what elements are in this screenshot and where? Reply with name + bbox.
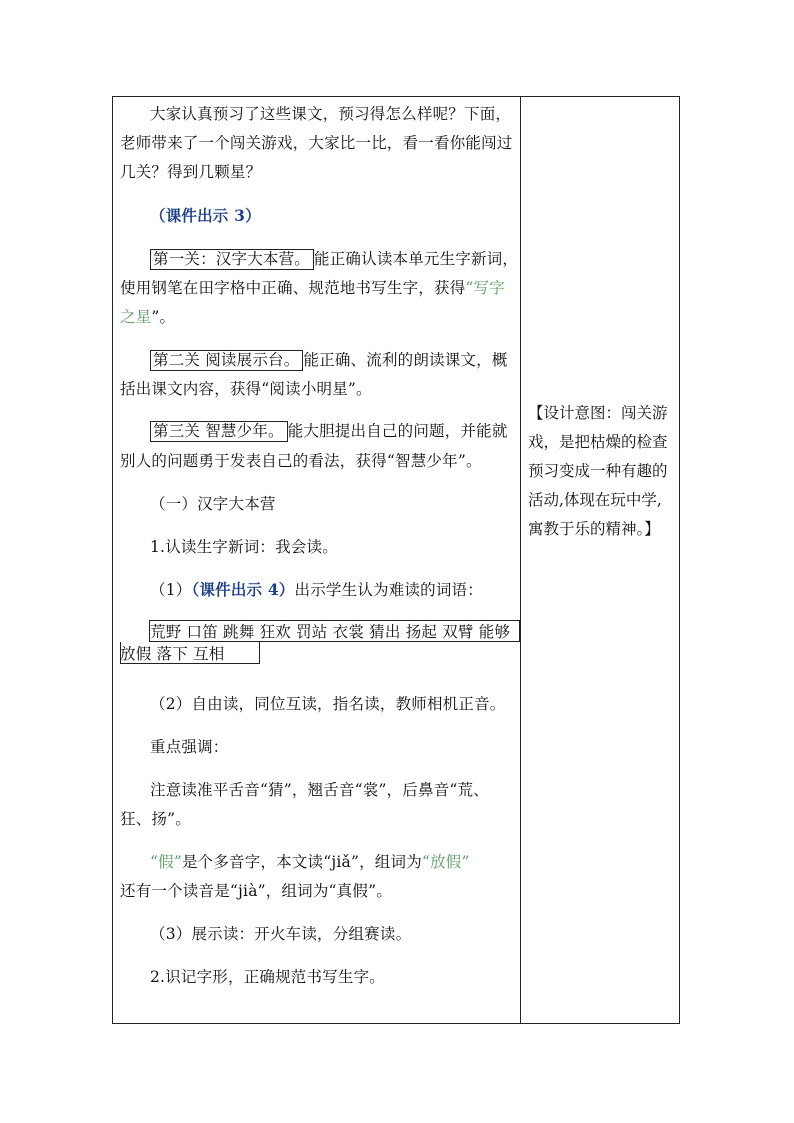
level1-line-1	[120, 249, 518, 269]
intro-line-3: 几关？得到几颗星？	[120, 163, 262, 181]
level2-line-2: 括出课文内容，获得“阅读小明星”。	[120, 380, 372, 398]
level3-line-2: 别人的问题勇于发表自己的看法，获得“智慧少年”。	[120, 452, 482, 470]
vocab-line-1: 荒野 口笛 跳舞 狂欢 罚站 衣裳 猜出 扬起 双臂 能够	[150, 623, 511, 641]
level3-line-1	[120, 421, 508, 441]
level1-text-2: 使用钢笔在田字格中正确、规范地书写生字，获得	[120, 279, 466, 297]
table-column-divider	[520, 96, 521, 1024]
emphasis-label: 重点强调：	[150, 738, 229, 756]
step-1-2: （2）自由读，同位互读，指名读，教师相机正音。	[150, 695, 506, 713]
level2-text: 能正确、流利的朗读课文，概	[303, 351, 508, 369]
step-1: 1.认读生字新词：我会读。	[150, 538, 338, 556]
design-note-line-1: 【设计意图：闯关游	[528, 404, 668, 422]
writing-star-quote: “写字	[465, 279, 505, 297]
vocab-line-2: 放假 落下 互相	[120, 645, 225, 663]
step-1-1	[120, 580, 483, 600]
level2-line-1	[120, 350, 508, 370]
level3-title-box: 第三关 智慧少年。	[150, 421, 288, 442]
note-2-line-2: 还有一个读音是“jià”，组词为“真假”。	[120, 882, 392, 900]
note-2-text: 是个多音字，本文读“jiǎ”，组词为	[181, 853, 422, 871]
step-1-1-prefix: （1）	[150, 581, 192, 599]
section-heading: （一）汉字大本营	[150, 495, 276, 513]
level1-title-box: 第一关：汉字大本营。	[150, 249, 314, 270]
level1-line-3	[120, 307, 175, 327]
intro-line-1: 大家认真预习了这些课文，预习得怎么样呢？下面，	[150, 105, 512, 123]
courseware-3-label: （课件出示 3）	[150, 206, 261, 225]
step-1-3: （3）展示读：开火车读，分组赛读。	[150, 925, 412, 943]
design-note-line-5: 寓教于乐的精神。】	[528, 520, 660, 538]
jia-quote: “假”	[150, 853, 182, 871]
note-1-line-2: 狂、扬”。	[120, 810, 191, 828]
design-note-line-3: 预习变成一种有趣的	[528, 462, 668, 480]
writing-star-text: 之星	[120, 308, 152, 326]
level1-close: ”。	[151, 308, 176, 326]
step-2: 2.识记字形，正确规范书写生字。	[150, 968, 385, 986]
step-1-1-text: 出示学生认为难读的词语：	[294, 581, 483, 599]
note-2-line-1	[120, 852, 470, 872]
courseware-4-label: （课件出示 4）	[191, 580, 295, 599]
design-note-line-4: 活动,体现在玩中学,	[528, 491, 662, 509]
fangjia-quote: “放假”	[421, 853, 470, 871]
design-note-line-2: 戏，是把枯燥的检查	[528, 433, 668, 451]
level2-title-box: 第二关 阅读展示台。	[150, 350, 303, 371]
intro-line-2: 老师带来了一个闯关游戏，大家比一比，看一看你能闯过	[120, 134, 513, 152]
note-1-line-1: 注意读准平舌音“猜”，翘舌音“裳”，后鼻音“荒、	[150, 781, 489, 799]
level3-text: 能大胆提出自己的问题，并能就	[287, 422, 508, 440]
level1-text: 能正确认读本单元生字新词，	[314, 250, 519, 268]
level1-line-2	[120, 278, 505, 298]
